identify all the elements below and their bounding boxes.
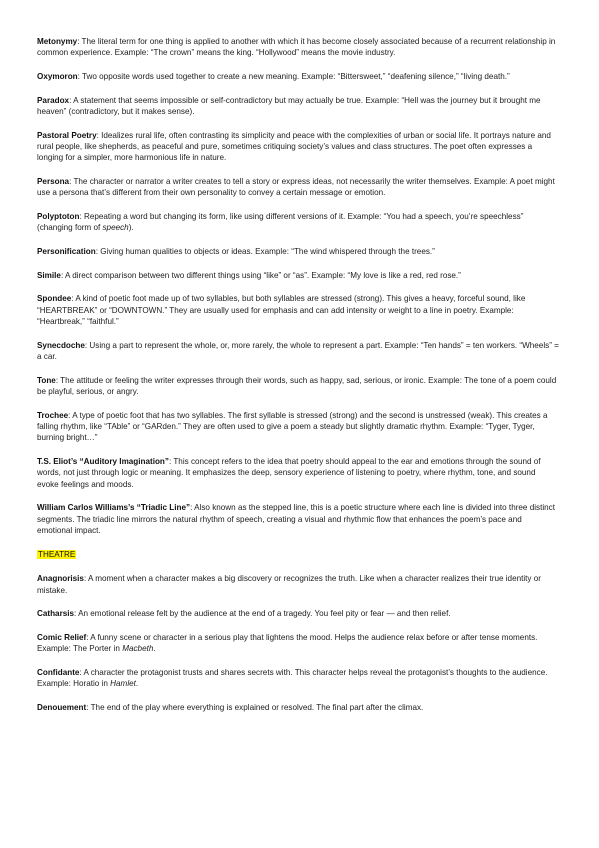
definition-italic: speech (102, 223, 129, 233)
entry-definition: : A direct comparison between two different things using “like” or “as”. Example: “My love is like a red, red rose.” (60, 270, 461, 280)
entry-term: Denouement (37, 702, 87, 712)
entry-definition: : Giving human qualities to objects or ideas. Example: “The wind whispered through the trees.” (95, 247, 435, 256)
entry-definition: : This concept refers to the idea that poetry should appeal to the ear and emotions through the sound of words, not just through logic or meaning. It emphasizes the deep, sensory experience of listening to poetry, where rhythm, tone, and sound evoke feelings and moods. (37, 457, 541, 489)
entry-catharsis (37, 608, 559, 619)
entry-definition: : The end of the play where everything is explained or resolved. The final part after the climax. (86, 702, 424, 712)
entry-term: Personification (37, 247, 96, 256)
entry-term: William Carlos Williams’s “Triadic Line” (37, 503, 191, 513)
entry-term: Comic Relief (37, 632, 87, 642)
entry-anagnorisis (37, 573, 559, 596)
entry-auditory-imagination (37, 456, 559, 490)
entry-definition: : A statement that seems impossible or self-contradictory but may actually be true. Example: “Hell was the journey but it brought me heaven” (contradictory, but it makes sense). (37, 95, 541, 116)
entry-term: Tone (37, 375, 56, 385)
entry-definition: : A moment when a character makes a big discovery or recognizes the truth. Like when a character realizes their true identity or mistake. (37, 574, 541, 595)
entry-synecdoche (37, 340, 559, 363)
entry-persona (37, 176, 559, 199)
entry-definition: : Also known as the stepped line, this is a poetic structure where each line is divided into three distinct segments. The triadic line mirrors the natural rhythm of speech, creating a visual and rhythmic flow that enhances the poem’s pace and emotional impact. (37, 503, 556, 536)
entry-personification (37, 246, 559, 257)
entry-triadic-line (37, 502, 559, 536)
definition-text: : A character the protagonist trusts and shares secrets with. This character helps reveal the protagonist’s thoughts to the audience. Example: Horatio in (37, 667, 548, 689)
definition-text-end: ). (128, 223, 134, 233)
entry-definition: : The attitude or feeling the writer expresses through their words, such as happy, sad, serious, or ironic. Example: The tone of a poem could be playful, serious, or angry. (37, 375, 557, 396)
definition-text: : Repeating a word but changing its form, like using different versions of it. Example: “You had a speech, you’re speechless” (changing form of (37, 212, 524, 233)
entry-spondee (37, 293, 559, 327)
entry-definition (37, 668, 548, 688)
entry-term: Paradox (37, 95, 70, 105)
entry-definition: : Using a part to represent the whole, or, more rarely, the whole to represent a part. Example: “Ten hands” = ten workers. “Wheels” = a car. (37, 340, 559, 361)
entry-term: Persona (37, 177, 70, 186)
entry-term: Polyptoton (37, 212, 80, 221)
entry-pastoral-poetry (37, 130, 559, 164)
entry-tone (37, 375, 559, 398)
entry-term: Anagnorisis (37, 574, 84, 584)
entry-comic-relief (37, 632, 559, 655)
entry-oxymoron (37, 71, 559, 82)
definition-text-end: . (153, 644, 156, 654)
entry-definition: : The literal term for one thing is applied to another with which it has become closely associated because of a recurrent relationship in common experience. Example: “The crown” means the king. “Hollywood” means the movie industry. (37, 37, 556, 58)
section-heading-theatre (37, 549, 559, 560)
entry-term: Trochee (37, 410, 69, 420)
entry-trochee (37, 410, 559, 444)
entry-denouement (37, 702, 559, 713)
definition-italic: Macbeth (122, 644, 154, 654)
entry-simile (37, 270, 559, 281)
entry-term: Synecdoche (37, 340, 85, 350)
definition-italic: Hamlet (110, 679, 136, 689)
entry-definition: : Idealizes rural life, often contrasting its simplicity and peace with the complexities of urban or social life. It portrays nature and rural people, like shepherds, as peaceful and pure, sometimes critiquing society’s values and class structures. The poet often expresses a longing for a simpler, more harmonious life in nature. (37, 130, 551, 163)
entry-term: Oxymoron (37, 72, 78, 81)
entry-term: Catharsis (37, 609, 75, 619)
definition-text-end: . (135, 679, 139, 689)
entry-definition: : An emotional release felt by the audience at the end of a tragedy. You feel pity or fear — and then relief. (74, 609, 451, 619)
definition-text: : A funny scene or character in a serious play that lightens the mood. Helps the audience relax before or after tense moments. Example: The Porter in (37, 632, 538, 654)
entry-polyptoton (37, 211, 559, 234)
entry-term: T.S. Eliot’s “Auditory Imagination” (37, 457, 169, 466)
entry-definition: : A type of poetic foot that has two syllables. The first syllable is stressed (strong) and the second is unstressed (weak). This creates a falling rhythm, like “TAble” or “GARden.” They are often used to give a poem a steady but slightly dramatic rhythm. Example: “Tyger, Tyger, burning bright…” (37, 410, 548, 443)
entry-paradox (37, 95, 559, 118)
entry-definition (37, 633, 537, 653)
entry-term: Pastoral Poetry (37, 130, 97, 140)
entry-metonymy (37, 36, 559, 59)
entry-definition: : The character or narrator a writer creates to tell a story or express ideas, not necessarily the writer themselves. Example: A poet might use a persona that’s different from their own personality to convey a certain message or emotion. (37, 177, 555, 198)
entry-definition: : A kind of poetic foot made up of two syllables, but both syllables are stressed (strong). This gives a heavy, forceful sound, like “HEARTBREAK” or “DOWNTOWN.” They are usually used for emphasis and can add intensity or weight to a line in poetry. Example: “Heartbreak,” “faithful.” (37, 294, 526, 326)
entry-definition: : Two opposite words used together to create a new meaning. Example: “Bittersweet,” “deafening silence,” “living death.” (77, 72, 510, 81)
entry-definition (37, 212, 523, 232)
highlighted-heading: THEATRE (38, 549, 76, 559)
entry-term: Simile (37, 270, 61, 280)
entry-term: Spondee (37, 294, 72, 304)
entry-term: Confidante (37, 667, 80, 677)
entry-confidante (37, 667, 559, 690)
entry-term: Metonymy (37, 37, 78, 46)
